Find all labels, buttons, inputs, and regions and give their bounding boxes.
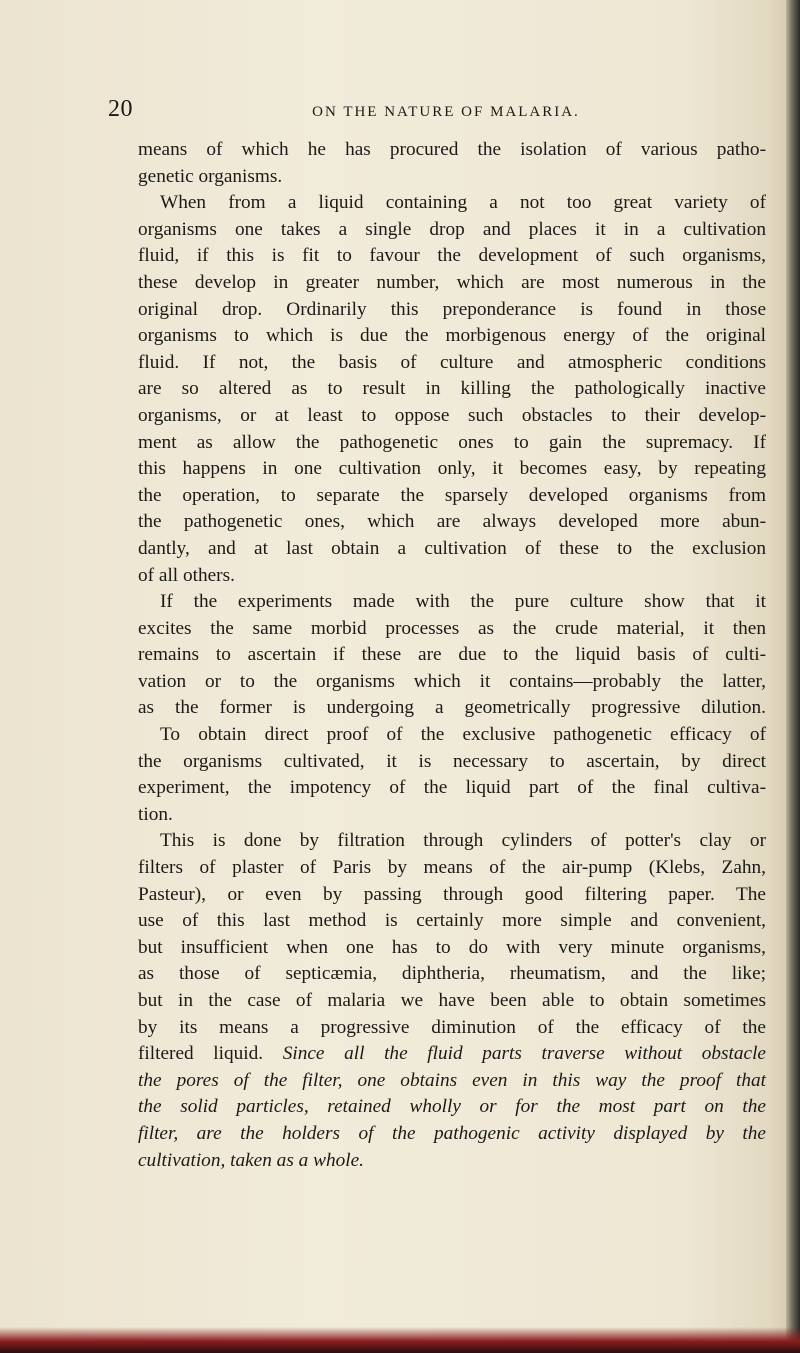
- book-spine-edge: [786, 0, 800, 1353]
- text-line-content: fluid, if this is fit to favour the development of such organisms,: [138, 245, 766, 267]
- text-line: [138, 669, 766, 696]
- text-line: [138, 403, 766, 430]
- text-line: [138, 1015, 766, 1042]
- text-line: [138, 1148, 766, 1175]
- text-line-content: organisms one takes a single drop and places it in a cultivation: [138, 218, 766, 240]
- page-number: 20: [108, 96, 133, 122]
- text-line-content: Pasteur), or even by passing through good filtering paper. The: [138, 883, 766, 905]
- text-line-content: means of which he has procured the isolation of various patho-: [138, 139, 766, 160]
- text-line-content: experiment, the impotency of the liquid part of the final cultiva-: [138, 777, 766, 799]
- text-line-content: excites the same morbid processes as the crude material, it then: [138, 617, 766, 639]
- text-line: [138, 137, 766, 164]
- text-line-content: When from a liquid containing a not too great variety of: [160, 192, 766, 214]
- text-line-content: fluid. If not, the basis of culture and atmospheric conditions: [138, 351, 766, 373]
- text-line-content: ment as allow the pathogenetic ones to gain the supremacy. If: [138, 431, 766, 453]
- text-line: [138, 802, 766, 829]
- text-line: [138, 855, 766, 882]
- text-line: [138, 695, 766, 722]
- text-line: [138, 935, 766, 962]
- text-line: [138, 350, 766, 377]
- text-line-italic-tail: Since all the fluid parts traverse without obstacle: [282, 1043, 766, 1065]
- running-title: ON THE NATURE OF MALARIA.: [312, 104, 580, 120]
- text-line-content: the pathogenetic ones, which are always developed more abun-: [138, 511, 766, 533]
- text-line-content: but in the case of malaria we have been able to obtain sometimes: [138, 990, 766, 1011]
- text-line-content: genetic organisms.: [138, 165, 283, 187]
- text-line-content: original drop. Ordinarily this preponderance is found in those: [138, 298, 766, 320]
- text-line-content: organisms, or at least to oppose such obstacles to their develop-: [138, 404, 766, 426]
- text-line: [138, 961, 766, 988]
- text-line-content: tion.: [138, 803, 173, 825]
- text-line-content: cultivation, taken as a whole.: [138, 1149, 364, 1171]
- text-line: [138, 323, 766, 350]
- text-line-content: organisms to which is due the morbigenous energy of the original: [138, 325, 766, 347]
- text-line: [138, 589, 766, 616]
- text-line: [138, 456, 766, 483]
- text-line-content: the solid particles, retained wholly or for the most part on the: [138, 1096, 766, 1118]
- page-header: [108, 96, 764, 136]
- text-line: [138, 1041, 766, 1068]
- text-line-content: filter, are the holders of the pathogenic activity displayed by the: [138, 1122, 766, 1144]
- text-line-content: vation or to the organisms which it contains—probably the latter,: [138, 670, 766, 692]
- text-line: [138, 1094, 766, 1121]
- text-line-content: as the former is undergoing a geometrically progressive dilution.: [138, 697, 766, 719]
- text-line-content: are so altered as to result in killing the pathologically inactive: [138, 378, 766, 400]
- text-line-content: To obtain direct proof of the exclusive pathogenetic efficacy of: [160, 724, 766, 746]
- text-line: [138, 376, 766, 403]
- text-line: [138, 775, 766, 802]
- text-line-content: the pores of the filter, one obtains even in this way the proof that: [138, 1069, 766, 1091]
- text-line-content: the operation, to separate the sparsely developed organisms from: [138, 484, 766, 506]
- text-line-content: If the experiments made with the pure culture show that it: [160, 591, 766, 613]
- text-line-content: this happens in one cultivation only, it becomes easy, by repeating: [138, 458, 766, 480]
- text-line: [138, 483, 766, 510]
- text-line: [138, 297, 766, 324]
- text-line: [138, 1121, 766, 1148]
- text-line: [138, 616, 766, 643]
- text-line-content: by its means a progressive diminution of the efficacy of the: [138, 1016, 766, 1038]
- text-line-content: dantly, and at last obtain a cultivation of these to the exclusion: [138, 537, 766, 559]
- text-line: [138, 243, 766, 270]
- text-line: [138, 828, 766, 855]
- text-line: [138, 190, 766, 217]
- text-line-content: This is done by filtration through cylinders of potter's clay or: [160, 830, 766, 852]
- text-line: [138, 270, 766, 297]
- text-line: [138, 1068, 766, 1095]
- text-line: [138, 536, 766, 563]
- text-line-content: of all others.: [138, 564, 235, 586]
- text-line-content: remains to ascertain if these are due to the liquid basis of culti-: [138, 644, 766, 666]
- text-line: [138, 988, 766, 1015]
- text-line-content: filtered liquid.: [138, 1043, 264, 1065]
- text-line: [138, 430, 766, 457]
- text-line: [138, 563, 766, 590]
- body-text: [138, 137, 766, 1174]
- book-bottom-edge: [0, 1327, 800, 1353]
- text-line-content: use of this last method is certainly more simple and convenient,: [138, 910, 766, 932]
- text-line-content: as those of septicæmia, diphtheria, rheumatism, and the like;: [138, 963, 766, 985]
- text-line-content: these develop in greater number, which are most numerous in the: [138, 271, 766, 293]
- text-line: [138, 749, 766, 776]
- text-line-content: the organisms cultivated, it is necessary to ascertain, by direct: [138, 750, 766, 772]
- text-line: [138, 164, 766, 191]
- text-line: [138, 642, 766, 669]
- text-line: [138, 722, 766, 749]
- text-line-content: but insufficient when one has to do with very minute organisms,: [138, 936, 766, 958]
- text-line-content: filters of plaster of Paris by means of the air-pump (Klebs, Zahn,: [138, 857, 766, 879]
- text-line: [138, 882, 766, 909]
- text-line: [138, 509, 766, 536]
- text-line: [138, 217, 766, 244]
- text-line: [138, 908, 766, 935]
